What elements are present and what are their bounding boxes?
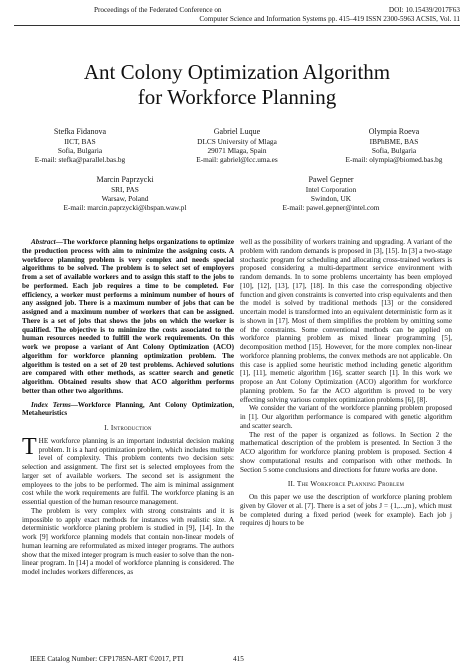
author-email: E-mail: stefka@parallel.bas.bg [34, 155, 126, 164]
abstract-label: Abstract [31, 238, 56, 246]
intro-paragraph-5: The rest of the paper is organized as follows. In Section 2 the mathematical description of the problem is presented. In Section 3 the ACO algorithm for workforce planing problem is proposed. Section 4 show computational results and comparison with other methods. In Section 5 some conclusions and directions for future works are done. [240, 430, 452, 474]
title-line-2: for Workforce Planning [137, 85, 337, 109]
intro-paragraph-3: well as the possibility of workers training and upgrading. A variant of the problem with random demands is proposed in [3], [15]. In [3] a two-stage stochastic program for scheduling and allocating cross-trained workers is proposed considering a multi-department service environment with random demands. In to some problems uncertainty has been employed [10], [12], [13], [17], [18]. In this case the corresponding objective function and given constraints is converted into crisp equivalents and then the model is solved by traditional methods [13] or the considered uncertain model is transformed into an equivalent deterministic form as it is shown in [17]. Most of them simplifies the problem by omitting some of the constraints. Some conventional methods can be applied on workforce planning problem as mixed linear programming [5], decomposition method [15]. However, for the more complex non-linear workforce planning problems, the convex methods are not applicable. On this case is applied some heuristic method including genetic algorithm [1], [11], memetic algorithm [16], scatter search [1]. In this work we propose an Ant Colony Optimization (ACO) algorithm for workforce planning problem. So far the ACO algorithm is proved to be very effecting solving various complex optimization problems [6], [8]. [240, 238, 452, 404]
author-email: E-mail: marcin.paprzycki@ibspan.waw.pl [63, 203, 187, 212]
page-footer [30, 655, 244, 663]
left-column [22, 238, 234, 577]
intro-paragraph-2: The problem is very complex with strong constraints and it is impossible to apply exact methods for instances with realistic size. A deterministic workforce planing problem is studied in [9], [14]. In the work [9] workforce planning models that contain non-linear models of human learning are reformulated as mixed integer programs. The authors show that the mixed integer program is much easier to solve than the non-linear program. In [14] a model of workforce planning is considered. The model includes workers differences, as [22, 506, 234, 576]
header-proceedings: Proceedings of the Federated Conference on [94, 6, 222, 14]
abstract [22, 238, 234, 396]
section-heading-introduction: I. Introduction [104, 424, 152, 432]
author-location: Swindon, UK [310, 194, 352, 203]
paper-title [0, 60, 474, 110]
running-header [14, 6, 460, 24]
problem-paragraph-1: On this paper we use the description of workforce planing problem given by Glover et al. [7]. There is a set of jobs J = {1,...,m}, which must be completed during a fixed period (week for example). Each job j requires dj hours to be [240, 493, 452, 528]
section-heading-problem: II. The Workforce Planning Problem [287, 480, 405, 489]
author-location: Warsaw, Poland [101, 194, 149, 203]
author-block-2 [170, 127, 304, 164]
author-email: E-mail: gabriel@lcc.uma.es [196, 155, 278, 164]
author-block-4 [20, 175, 230, 212]
author-affiliation: SRI, PAS [111, 185, 139, 194]
author-name: Stefka Fidanova [53, 127, 107, 136]
author-name: Olympia Roeva [368, 127, 420, 136]
author-location: 29071 Mlaga, Spain [207, 146, 267, 155]
author-affiliation: IBPhBME, BAS [369, 137, 419, 146]
author-affiliation: Intel Corporation [305, 185, 357, 194]
header-rule [14, 25, 460, 26]
author-name: Marcin Paprzycki [96, 175, 154, 184]
dropcap: T [22, 433, 37, 460]
intro-paragraph-1 [22, 433, 234, 507]
index-terms-text: —Workforce Planning, Ant Colony Optimization, Metaheuristics [22, 400, 234, 418]
footer-catalog: IEEE Catalog Number: CFP1785N-ART ©2017, PTI [30, 655, 184, 663]
author-block-5 [256, 175, 406, 212]
header-doi: DOI: 10.15439/2017F63 [388, 6, 460, 14]
author-email: E-mail: pawel.gepner@intel.com [282, 203, 380, 212]
page-number: 415 [233, 655, 244, 663]
index-terms-label: Index Terms [31, 400, 71, 409]
author-name: Pawel Gepner [308, 175, 354, 184]
author-email: E-mail: olympia@biomed.bas.bg [345, 155, 443, 164]
author-location: Sofia, Bulgaria [371, 146, 417, 155]
index-terms [22, 401, 234, 419]
title-line-1: Ant Colony Optimization Algorithm [83, 60, 391, 84]
author-block-3 [326, 127, 462, 164]
intro-paragraph-4: We consider the variant of the workforce planning problem proposed in [1]. Our algorithm performance is compared with genetic algorithm and scatter search. [240, 404, 452, 430]
author-name: Gabriel Luque [213, 127, 261, 136]
header-journal-line: Computer Science and Information Systems pp. 415–419 ISSN 2300-5963 ACSIS, Vol. 11 [199, 15, 460, 23]
author-affiliation: DLCS University of Mlaga [197, 137, 277, 146]
author-affiliation: IICT, BAS [64, 137, 96, 146]
abstract-text: —The workforce planning helps organizations to optimize the production process with aim to minimize the assigning costs. A workforce planning problem is very complex and needs special algorithms to be solved. The problem is to select set of employers from a set of available workers and to assign this staff to the jobs to be performed. Each job requires a time to be completed. For efficiency, a worker must performs a minimum number of hours of any assigned job. There is a maximum number of jobs that can be assigned and a maximum number of workers that can be assigned. There is a set of jobs that shows the jobs on which the worker is qualified. The objective is to minimize the costs associated to the human resources needed to fulfill the work requirements. On this work we propose a variant of Ant Colony Optimization (ACO) algorithm for workforce planning optimization problem. The algorithm is tested on a set of 20 test problems. Achieved solutions are compared with other methods, as scatter search and genetic algorithm. Obtained results show that ACO algorithm performs better than other two algorithms. [22, 238, 234, 395]
author-location: Sofia, Bulgaria [57, 146, 103, 155]
author-block-1 [20, 127, 140, 164]
right-column [240, 238, 452, 528]
intro-p1-text: HE workforce planning is an important industrial decision making problem. It is a hard optimization problem, which includes multiple level of complexity. This problem contents two decision sets: selection and assignment. The first set is selected employees from the larger set of available workers. The second set is assignment the employees to the jobs to be performed. The aim is minimal assignment cost while the work requirements are fulfil. The workforce planing is an essential question of the human resource management. [22, 436, 234, 506]
